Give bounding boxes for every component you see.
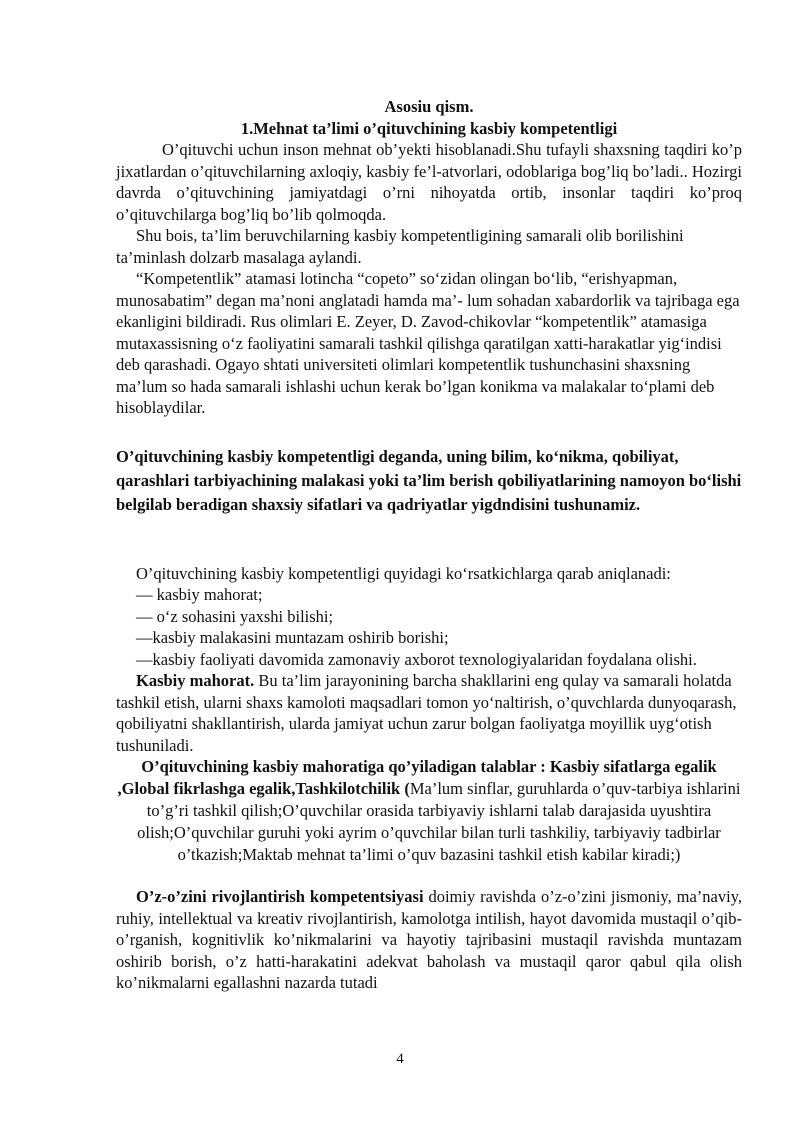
requirements-text: Ma’lum sinflar, guruhlarda o’quv-tarbiya ishlarini to’g’ri tashkil qilish;O’quvchilar orasida tarbiyaviy ishlarni talab darajasida uyushtira olish;O’quvchilar guruhi yoki ayrim o’quvchilar bilan turli tashkiliy, tarbiyaviy tadbirlar o’tkazish;Maktab mehnat ta’limi o’quv bazasini tashkil etish kabilar kiradi;)	[137, 779, 741, 864]
list-item: —kasbiy malakasini muntazam oshirib borishi;	[136, 628, 449, 647]
paragraph-3: “Kompetentlik” atamasi lotincha “copeto” so‘zidan olingan bo‘lib, “erishyapman, munosabatim” degan ma’noni anglatadi hamda ma’- lum sohadan xabardorlik va tajribaga ega ekanligini bildiradi. Rus olimlari E. Zeyer, D. Zavod-chikovlar “kompetentlik” atamasiga mutaxassisning o‘z faoliyatini samarali tashkil qilishga qaratilgan xatti-harakatlar yig‘indisi deb qarashadi. Ogayo shtati universiteti olimlari kompetentlik tushunchasini shaxsning ma’lum so hada samarali ishlashi uchun kerak bo’lgan konikma va malakalar to‘plami deb hisoblaydilar.	[116, 269, 740, 417]
list-item: — o‘z sohasini yaxshi bilishi;	[136, 606, 334, 626]
paragraph-indicators-intro: O’qituvchining kasbiy kompetentligi quyidagi ko‘rsatkichlarga qarab aniqlanadi:	[136, 563, 671, 583]
self-development-term: O’z-o’zini rivojlantirish kompetentsiyasi	[136, 887, 424, 906]
page-content	[116, 96, 742, 994]
page-number: 4	[396, 1051, 404, 1067]
page-heading: Asosiu qism.	[384, 97, 474, 116]
requirements-paragraph	[116, 756, 742, 866]
paragraph-2: Shu bois, ta’lim beruvchilarning kasbiy kompetentligining samarali olib borilishini ta’minlash dolzarb masalaga aylandi.	[116, 226, 684, 267]
kasbiy-mahorat-term: Kasbiy mahorat.	[136, 671, 255, 690]
list-item: —kasbiy faoliyati davomida zamonaviy axborot texnologiyalaridan foydalana olishi.	[136, 649, 697, 669]
requirements-bold: O’qituvchining kasbiy mahoratiga qo’yiladigan talablar : Kasbiy sifatlarga egalik ,Global fikrlashga egalik,Tashkilotchilik (	[117, 757, 717, 798]
paragraph-kasbiy-mahorat	[116, 670, 742, 756]
bold-definition: O’qituvchining kasbiy kompetentligi deganda, uning bilim, ko‘nikma, qobiliyat, qarashlari tarbiyachining malakasi yoki ta’lim berish qobiliyatlarining namoyon bo‘lishi belgilab beradigan shaxsiy sifatlari va qadriyatlar yigdndisini tushunamiz.	[116, 446, 742, 514]
paragraph-self-development	[116, 886, 742, 994]
list-item: — kasbiy mahorat;	[136, 585, 263, 604]
self-development-text: doimiy ravishda o’z-o’zini jismoniy, ma’naviy, ruhiy, intellektual va kreativ rivojlantirish, kamolotga intilish, hayot davomida mustaqil o’qib-o’rganish, kognitivlik ko’nikmalarini va hayotiy tajribasini mustaqil ravishda muntazam oshirib borish, o’z hatti-harakatini adekvat baholash va mustaqil qaror qabul qila olish ko’nikmalarni egallashni nazarda tutadi	[116, 887, 743, 992]
paragraph-intro: O’qituvchi uchun inson mehnat ob’yekti hisoblanadi.Shu tufayli shaxsning taqdiri ko’p jixatlardan o’qituvchilarning axloqiy, kasbiy fe’l-atvorlari, odoblariga bog’liq bo’ladi.. Hozirgi davrda o’qituvchining jamiyatdagi o’rni nihoyatda ortib, insonlar taqdiri ko’proq o’qituvchilarga bog’liq bo’lib qolmoqda.	[116, 140, 742, 224]
section-title: 1.Mehnat ta’limi o’qituvchining kasbiy kompetentligi	[240, 118, 618, 138]
kasbiy-mahorat-text: Bu ta’lim jarayonining barcha shakllarini eng qulay va samarali holatda tashkil etish, ularni shaxs kamoloti maqsadlari tomon yo‘naltirish, o’quvchlarda dunyoqarash, qobiliyatni shakllantirish, ularda jamiyat uchun zarur bolgan faoliyatga moyillik uyg‘otish tushuniladi.	[116, 671, 737, 755]
